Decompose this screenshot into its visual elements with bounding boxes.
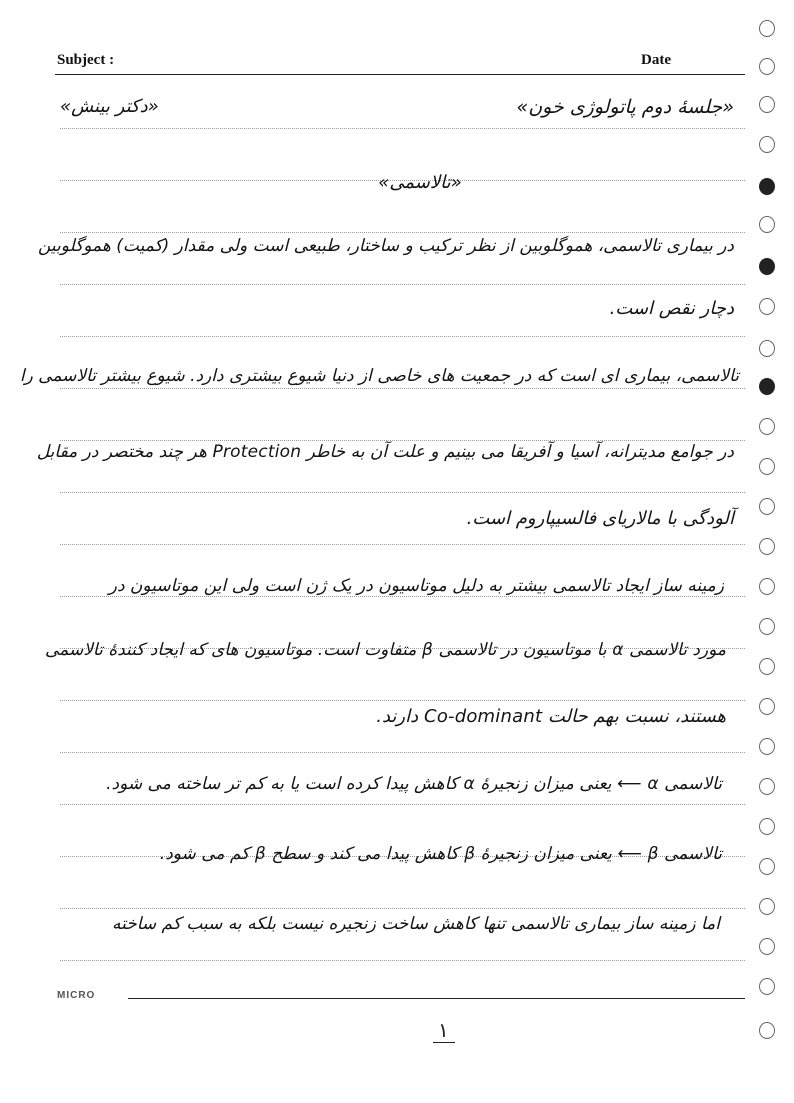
note-line: در جوامع مدیترانه، آسیا و آفریقا می بینیم و علت آن به خاطر Protection هر چند مختصر در مقابل: [36, 442, 734, 462]
ruled-line: [60, 908, 745, 909]
notebook-brand-logo: MICRO: [57, 990, 96, 1001]
binder-hole: [759, 498, 775, 515]
binder-hole: [759, 20, 775, 37]
ruled-line: [60, 596, 745, 597]
header-rule: [55, 74, 745, 75]
page-number: ۱: [438, 1018, 449, 1042]
binder-hole: [759, 698, 775, 715]
binder-hole: [759, 216, 775, 233]
binder-hole: [759, 858, 775, 875]
note-line: زمینه ساز ایجاد تالاسمی بیشتر به دلیل موتاسیون در یک ژن است ولی این موتاسیون در: [108, 576, 724, 596]
ruled-line: [60, 336, 745, 337]
binder-hole: [759, 618, 775, 635]
binder-hole: [759, 778, 775, 795]
date-label: Date: [641, 52, 671, 68]
binder-hole: [759, 298, 775, 315]
binder-hole: [759, 178, 775, 195]
ruled-line: [60, 388, 745, 389]
note-line: مورد تالاسمی α با موتاسیون در تالاسمی β متفاوت است. موتاسیون های که ایجاد کنندهٔ تالاسمی: [44, 640, 726, 660]
subject-label: Subject :: [57, 52, 115, 68]
binder-hole: [759, 738, 775, 755]
note-line: آلودگی با مالاریای فالسیپاروم است.: [466, 508, 734, 529]
session-title: «جلسهٔ دوم پاتولوژی خون»: [516, 96, 734, 118]
binder-hole: [759, 938, 775, 955]
binder-hole: [759, 658, 775, 675]
ruled-line: [60, 128, 745, 129]
note-line: دچار نقص است.: [609, 298, 734, 319]
ruled-line: [60, 440, 745, 441]
ruled-line: [60, 960, 745, 961]
note-line: هستند، نسبت بهم حالت Co-dominant دارند.: [376, 706, 726, 727]
binder-hole: [759, 378, 775, 395]
lecturer-name: «دکتر بینش»: [60, 96, 159, 117]
note-line: اما زمینه ساز بیماری تالاسمی تنها کاهش ساخت زنجیره نیست بلکه به سبب کم ساخته: [111, 914, 720, 934]
note-line: در بیماری تالاسمی، هموگلوبین از نظر ترکیب و ساختار، طبیعی است ولی مقدار (کمیت) هموگلوبین: [37, 236, 734, 256]
note-line: تالاسمی، بیماری ای است که در جمعیت های خاصی از دنیا شیوع بیشتری دارد. شیوع بیشتر تالاسمی را: [19, 366, 739, 386]
binder-hole: [759, 458, 775, 475]
note-line: تالاسمی α ⟵ یعنی میزان زنجیرهٔ α کاهش پیدا کرده است یا به کم تر ساخته می شود.: [106, 774, 722, 794]
binder-hole: [759, 136, 775, 153]
ruled-line: [60, 232, 745, 233]
note-line: تالاسمی β ⟵ یعنی میزان زنجیرهٔ β کاهش پیدا می کند و سطح β کم می شود.: [159, 844, 722, 864]
ruled-line: [60, 544, 745, 545]
binder-hole: [759, 898, 775, 915]
binder-hole: [759, 578, 775, 595]
ruled-line: [60, 284, 745, 285]
binder-hole: [759, 340, 775, 357]
binder-hole: [759, 58, 775, 75]
ruled-line: [60, 752, 745, 753]
topic-heading: «تالاسمی»: [378, 172, 462, 193]
footer-rule: [128, 998, 745, 999]
binder-hole: [759, 978, 775, 995]
binder-hole: [759, 1022, 775, 1039]
ruled-line: [60, 804, 745, 805]
binder-hole: [759, 538, 775, 555]
binder-hole: [759, 818, 775, 835]
page-number-underline: [433, 1042, 455, 1043]
binder-hole: [759, 418, 775, 435]
ruled-line: [60, 492, 745, 493]
ruled-line: [60, 700, 745, 701]
binder-hole: [759, 258, 775, 275]
binder-hole: [759, 96, 775, 113]
